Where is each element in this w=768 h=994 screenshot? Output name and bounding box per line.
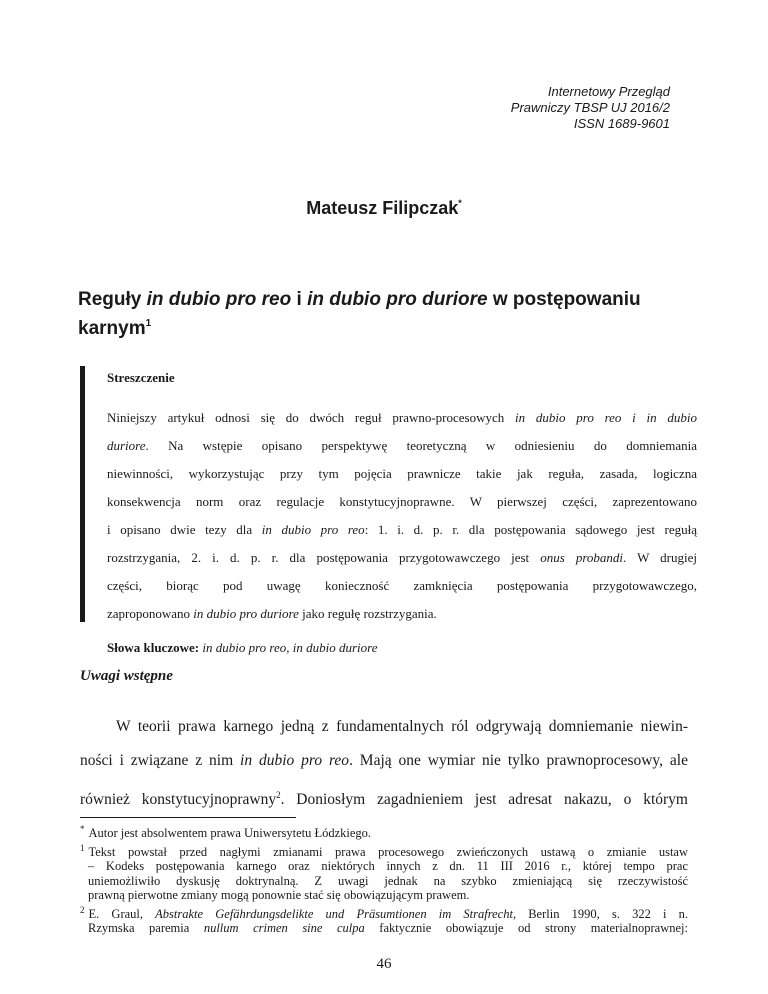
abstract-line: i opisano dwie tezy dla in dubio pro reo: 1. i. d. p. r. dla postępowania sądowego jest regułą <box>107 522 697 537</box>
body-line: również konstytucyjnoprawny$^2$. Doniosłym zagadnieniem jest adresat nakazu, o którym <box>80 790 688 809</box>
abstract-line: niewinności, wykorzystując przy tym pojęcia prawnicze takie jak reguła, zasada, logiczna <box>107 466 697 481</box>
footnote-2-line: Rzymska paremia nullum crimen sine culpa faktycznie obowiązuje od strony materialnoprawnej: <box>88 921 688 935</box>
title-text-3: w postępowaniu <box>487 289 641 310</box>
footnote-1-line: prawną pierwotne zmiany mogą ponownie stać się obowiązującym prawem. <box>88 888 470 902</box>
abstract-text <box>107 404 697 628</box>
section-heading: Uwagi wstępne <box>80 668 173 684</box>
page-number: 46 <box>376 956 392 972</box>
abstract-line: zaproponowano in dubio pro duriore jako regułę rozstrzygania. <box>107 606 437 621</box>
abstract-box <box>80 366 698 655</box>
title-text-4: karnym <box>78 318 146 339</box>
footnotes <box>80 822 688 936</box>
author-name: Mateusz Filipczak <box>306 198 459 218</box>
footnote-1-line: uniemożliwiło dyskusję doktrynalną. Z uwagi jednak na szybko zmieniającą się rzeczywistość <box>88 873 688 888</box>
journal-issn: ISSN 1689-9601 <box>573 116 670 131</box>
footnote-separator <box>80 817 296 818</box>
title-footnote-ref[interactable]: 1 <box>145 318 152 329</box>
footnote-1-line: – Kodeks postępowania karnego oraz niektórych innych z dn. 11 III 2016 r., której tempo prac <box>88 859 688 873</box>
abstract-line: duriore. Na wstępie opisano perspektywę teoretyczną w odniesieniu do domniemania <box>107 438 697 453</box>
abstract-line: rozstrzygania, 2. i. d. p. r. dla postępowania przygotowawczego jest onus probandi. W drugiej <box>107 550 698 565</box>
title-italic-1: in dubio pro reo <box>146 289 292 310</box>
abstract-line: Niniejszy artykuł odnosi się do dwóch reguł prawno-procesowych in dubio pro reo i in dubio <box>107 410 698 425</box>
abstract-line: części, biorąc pod uwagę konieczność zamknięcia postępowania przygotowawczego, <box>107 578 697 593</box>
author-name-block <box>0 198 768 219</box>
footnote-author: * Autor jest absolwentem prawa Uniwersytetu Łódzkiego. <box>80 824 372 840</box>
body-line: W teorii prawa karnego jedną z fundamentalnych ról odgrywają domniemanie niewin- <box>116 718 688 735</box>
keywords-list: in dubio pro reo, in dubio duriore <box>199 640 378 655</box>
body-paragraph <box>80 710 688 812</box>
keywords <box>107 640 697 656</box>
journal-header <box>511 84 670 132</box>
keywords-label: Słowa kluczowe: <box>107 640 200 655</box>
footnote-1: $^1$ Tekst powstał przed nagłymi zmianami prawa procesowego zwieńczonych ustawą o zmianie ustaw <box>80 842 688 859</box>
article-title <box>78 288 698 341</box>
journal-name-line2: Prawniczy TBSP UJ 2016/2 <box>510 100 670 115</box>
abstract-line: konsekwencja norm oraz regulacje konstytucyjnoprawne. W pierwszej części, zaprezentowano <box>107 494 697 509</box>
title-italic-2: in dubio pro duriore <box>307 289 488 310</box>
body-line: ności i związane z nim in dubio pro reo. Mają one wymiar nie tylko prawnoprocesowy, ale <box>80 752 688 769</box>
title-text-2: i <box>291 289 308 310</box>
footnote-2: $^2$ E. Graul, Abstrakte Gefährdungsdelikte und Präsumtionen im Strafrecht, Berlin 1990, s. 322 i n. <box>80 904 688 921</box>
author-footnote-marker[interactable]: * <box>458 198 462 208</box>
journal-name-line1: Internetowy Przegląd <box>547 84 670 99</box>
title-text-1: Reguły <box>78 289 147 310</box>
footnote-ref-2[interactable]: 2 <box>276 790 281 800</box>
abstract-heading: Streszczenie <box>107 370 175 385</box>
